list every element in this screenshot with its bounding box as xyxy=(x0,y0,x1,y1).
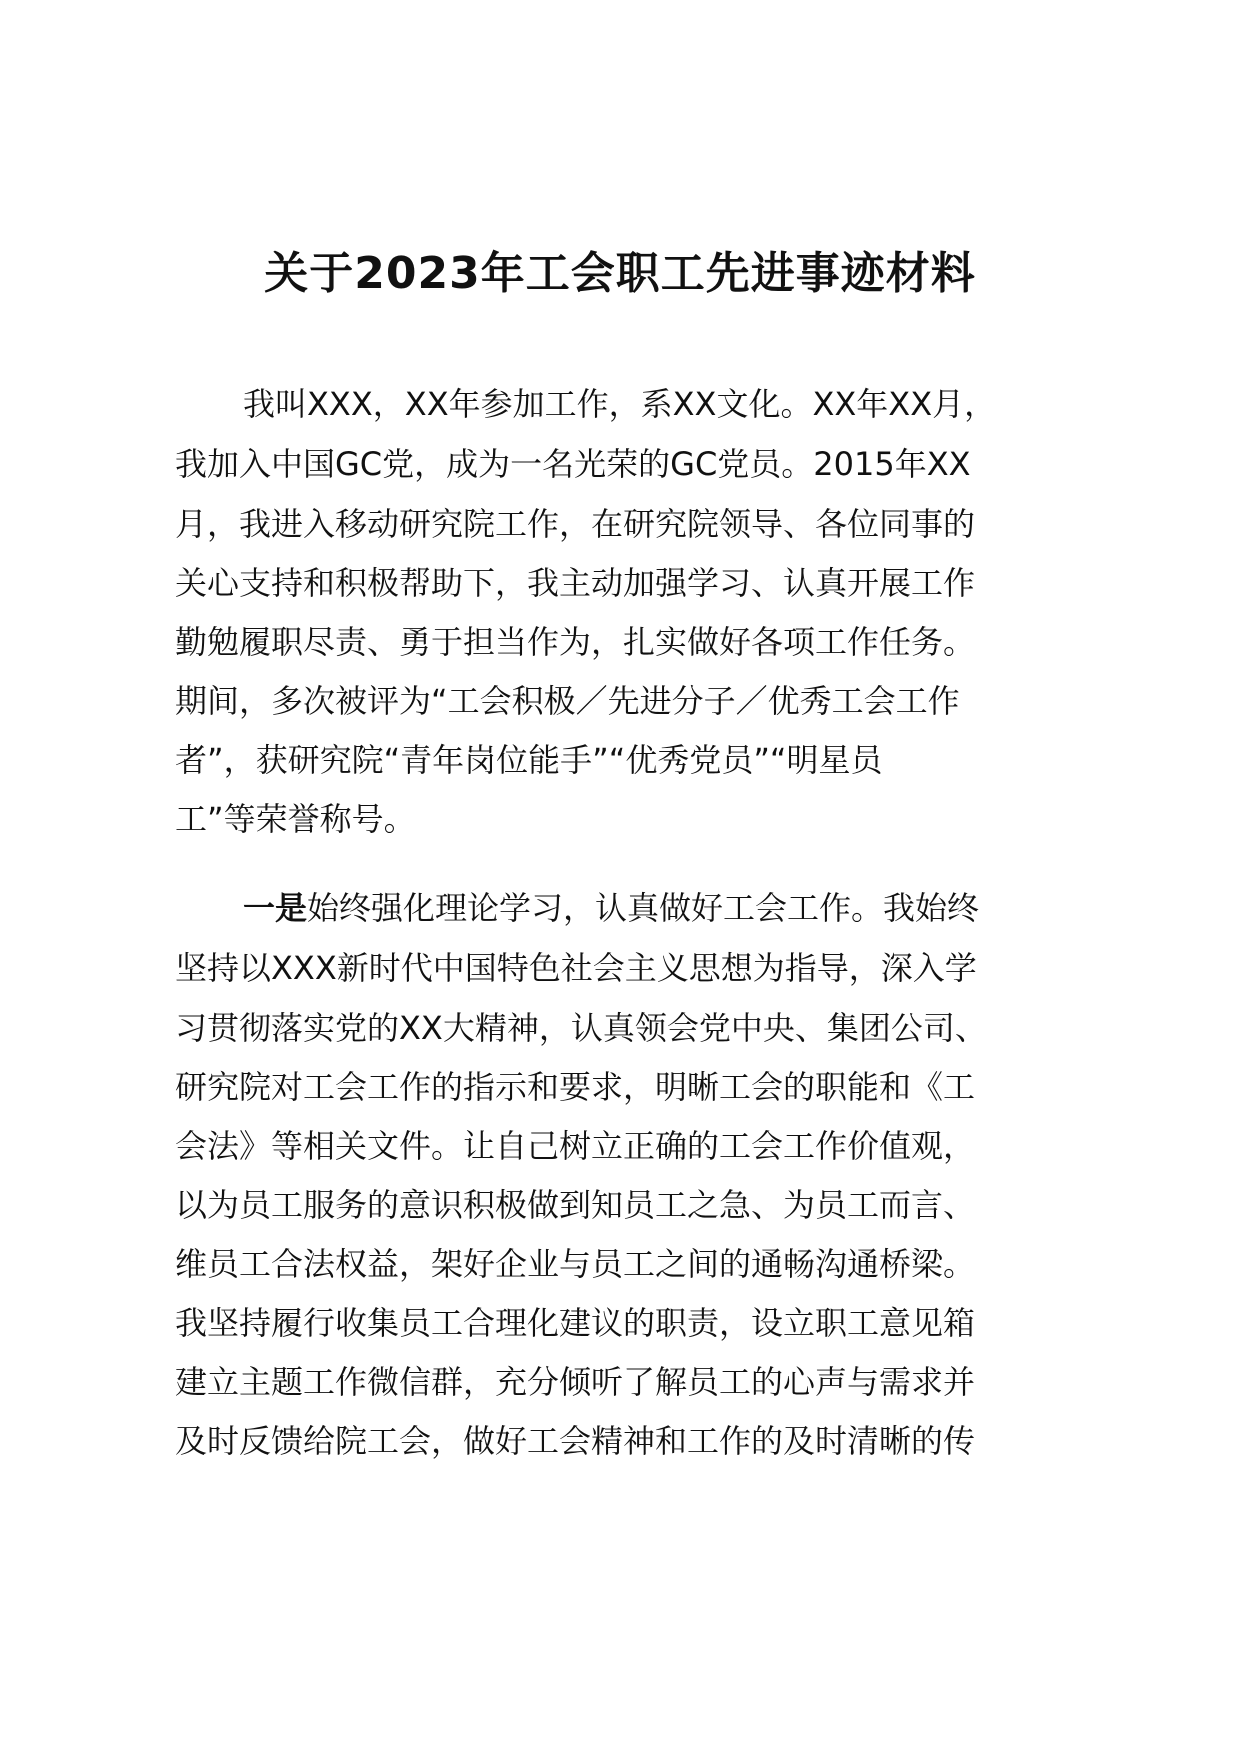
document-title: 关于2023年工会职工先进事迹材料 xyxy=(264,248,976,299)
paragraph-line: 勤勉履职尽责、勇于担当作为，扎实做好各项工作任务。 xyxy=(175,623,976,661)
paragraph-line: 我叫XXX，XX年参加工作，系XX文化。XX年XX月， xyxy=(243,385,997,423)
paragraph-line: 我加入中国GC党，成为一名光荣的GC党员。2015年XX xyxy=(175,445,971,483)
section-lead: 一是 xyxy=(243,889,308,927)
paragraph-line: 我坚持履行收集员工合理化建议的职责，设立职工意见箱 xyxy=(175,1304,976,1342)
paragraph-line: 维员工合法权益，架好企业与员工之间的通畅沟通桥梁。 xyxy=(175,1245,976,1283)
paragraph-line: 期间，多次被评为“工会积极／先进分子／优秀工会工作 xyxy=(175,682,960,720)
paragraph-line: 建立主题工作微信群，充分倾听了解员工的心声与需求并 xyxy=(175,1363,976,1401)
paragraph-line: 以为员工服务的意识积极做到知员工之急、为员工而言、 xyxy=(175,1186,976,1224)
paragraph-line: 坚持以XXX新时代中国特色社会主义思想为指导，深入学 xyxy=(175,949,977,987)
paragraph-line: 研究院对工会工作的指示和要求，明晰工会的职能和《工 xyxy=(175,1068,976,1106)
paragraph-line: 及时反馈给院工会，做好工会精神和工作的及时清晰的传 xyxy=(175,1422,976,1460)
paragraph-line: 工”等荣誉称号。 xyxy=(175,800,416,838)
paragraph-line: 月，我进入移动研究院工作，在研究院领导、各位同事的 xyxy=(175,505,976,543)
paragraph-line: 习贯彻落实党的XX大精神，认真领会党中央、集团公司、 xyxy=(175,1009,987,1047)
paragraph-line: 会法》等相关文件。让自己树立正确的工会工作价值观， xyxy=(175,1127,976,1165)
section-heading-line xyxy=(243,880,979,936)
section-lead-rest: 始终强化理论学习，认真做好工会工作。我始终 xyxy=(307,889,980,927)
paragraph-line: 关心支持和积极帮助下，我主动加强学习、认真开展工作 xyxy=(175,564,976,602)
paragraph-line: 者”，获研究院“青年岗位能手”“优秀党员”“明星员 xyxy=(175,741,883,779)
